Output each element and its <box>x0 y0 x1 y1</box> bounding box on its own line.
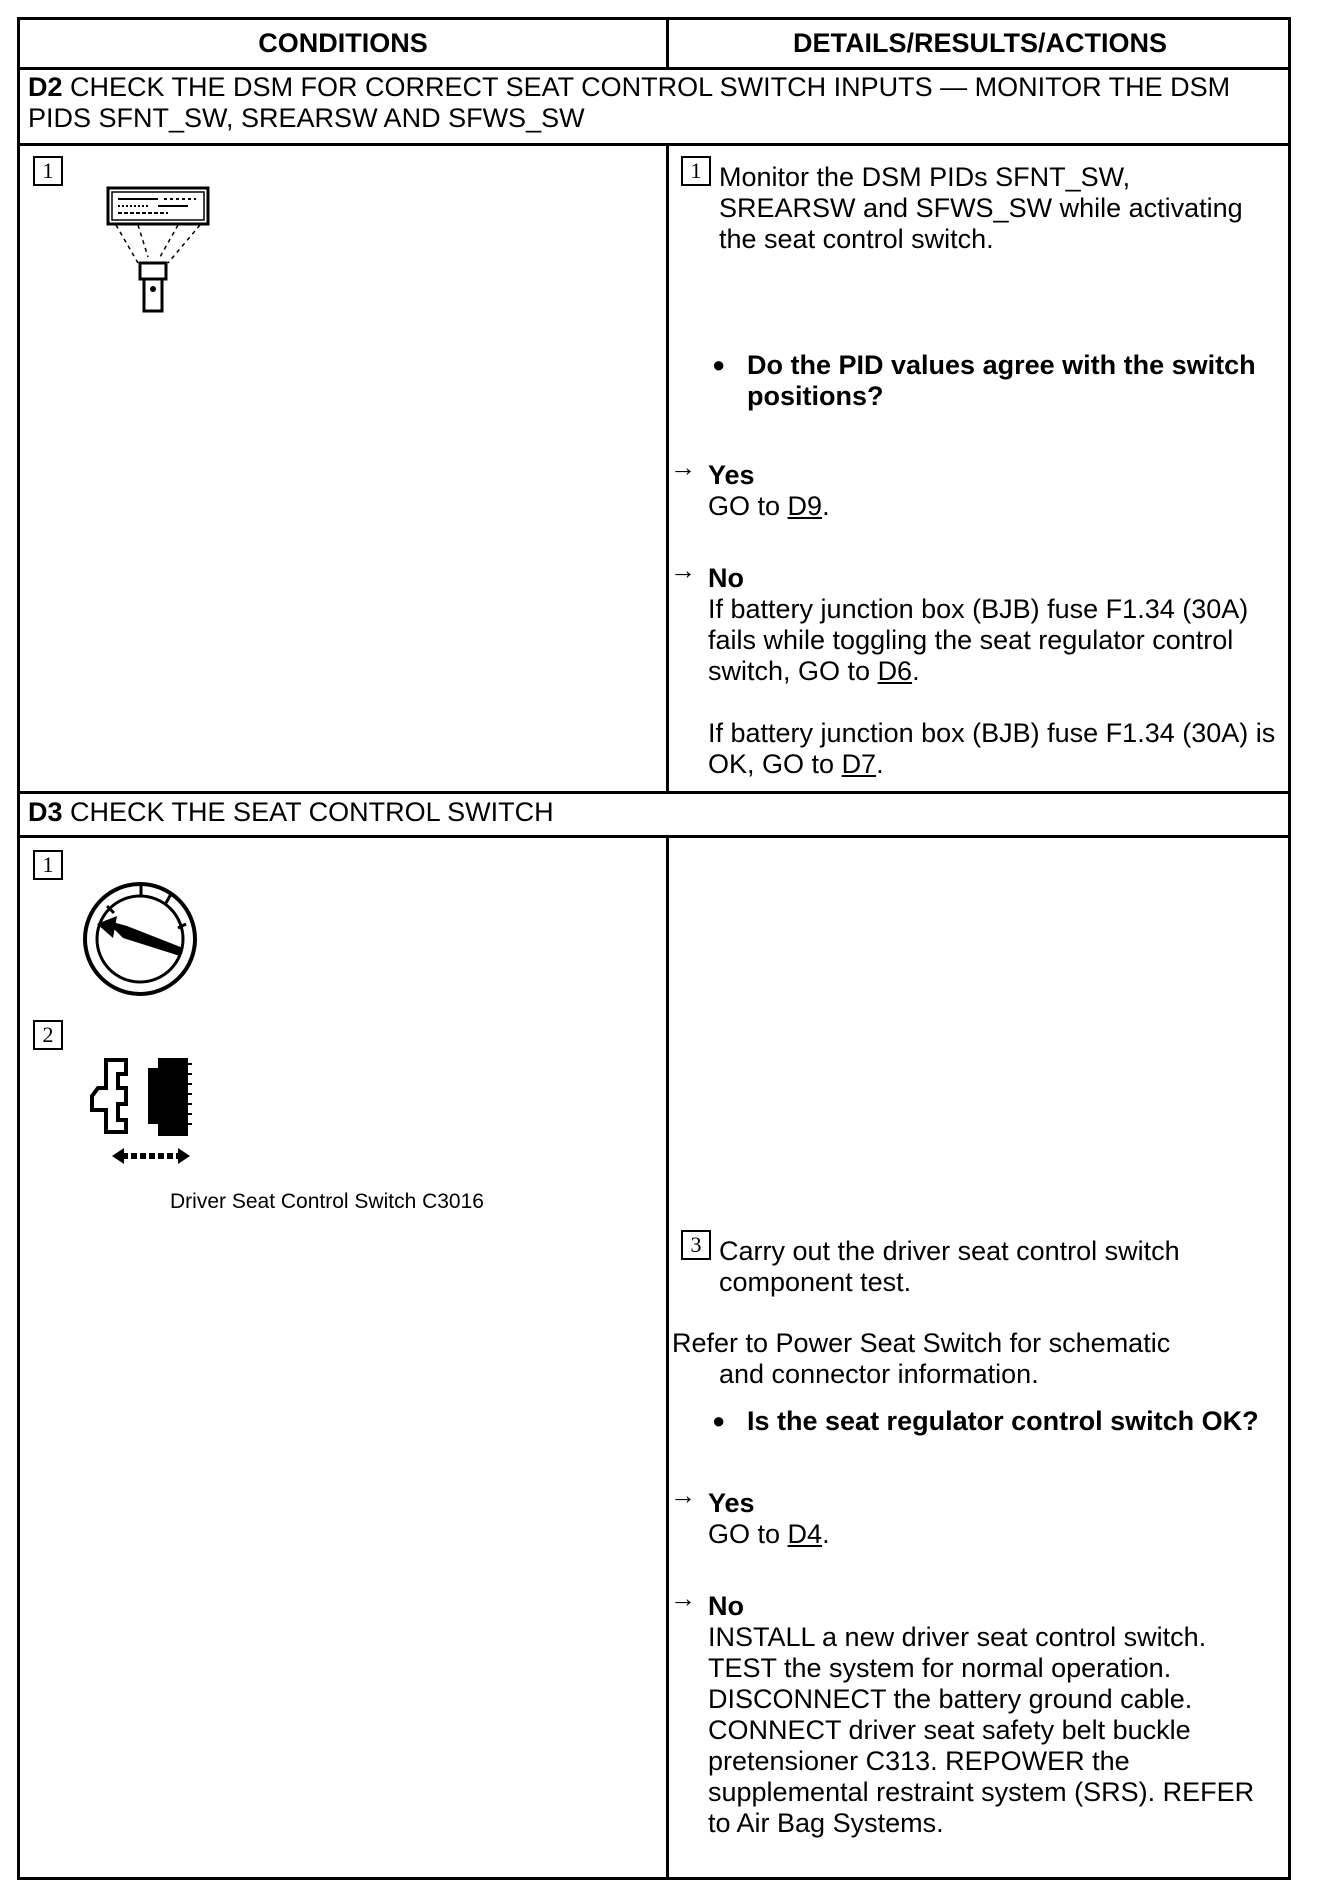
no-label: No <box>708 563 744 593</box>
bullet: ● <box>712 1408 726 1433</box>
step-d3-title <box>28 797 554 828</box>
action-text: OK, GO to <box>708 749 835 779</box>
no-action-line: TEST the system for normal operation. <box>708 1653 1172 1683</box>
yes-label: Yes <box>708 1488 755 1518</box>
instruction-line: Monitor the DSM PIDs SFNT_SW, <box>719 162 1131 192</box>
no-action-line: supplemental restraint system (SRS). REFER <box>708 1777 1255 1807</box>
ignition-off-icon <box>83 882 201 1000</box>
link-d7[interactable]: D7 <box>841 749 877 779</box>
link-d9[interactable]: D9 <box>787 491 823 521</box>
no-action-line: If battery junction box (BJB) fuse F1.34 (30A) is <box>708 718 1276 748</box>
right-arrow-icon: → <box>670 1480 696 1510</box>
right-arrow-icon: → <box>670 452 696 482</box>
no-action-line: to Air Bag Systems. <box>708 1808 944 1838</box>
step-number-box: 3 <box>681 1230 711 1260</box>
refer-line: Refer to Power Seat Switch for schematic <box>672 1328 1171 1358</box>
divider <box>666 143 669 791</box>
step-id: D2 <box>28 72 63 102</box>
no-label: No <box>708 1591 744 1621</box>
instruction-line: SREARSW and SFWS_SW while activating <box>719 193 1243 223</box>
divider <box>20 835 1288 838</box>
step-number-box: 1 <box>33 156 63 186</box>
yes-action: GO to D9. <box>708 491 830 521</box>
no-action-line: If battery junction box (BJB) fuse F1.34 (30A) <box>708 594 1249 624</box>
diagnostic-table <box>17 17 1291 1880</box>
column-header-details: DETAILS/RESULTS/ACTIONS <box>792 28 1167 58</box>
no-action-line: CONNECT driver seat safety belt buckle <box>708 1715 1191 1745</box>
divider <box>20 67 1288 70</box>
divider <box>20 143 1288 146</box>
disconnect-connector-icon <box>82 1054 212 1174</box>
column-header-conditions: CONDITIONS <box>258 28 428 58</box>
step-title: CHECK THE SEAT CONTROL SWITCH <box>70 797 554 827</box>
no-action-line: DISCONNECT the battery ground cable. <box>708 1684 1193 1714</box>
step-d2-title-line2: PIDS SFNT_SW, SREARSW AND SFWS_SW <box>28 103 585 133</box>
step-title-line1: CHECK THE DSM FOR CORRECT SEAT CONTROL SWITCH INPUTS — MONITOR THE DSM <box>70 72 1231 102</box>
step-id: D3 <box>28 797 63 827</box>
no-action-line: pretensioner C313. REPOWER the <box>708 1746 1130 1776</box>
instruction-line: component test. <box>719 1267 912 1297</box>
scan-tool-icon <box>88 185 208 315</box>
question-line: Do the PID values agree with the switch <box>747 350 1256 380</box>
link-d4[interactable]: D4 <box>787 1519 823 1549</box>
step-number-box: 2 <box>33 1020 63 1050</box>
right-arrow-icon: → <box>670 555 696 585</box>
step-number-box: 1 <box>681 156 711 186</box>
no-action-line: OK, GO to D7. <box>708 749 884 779</box>
step-d2-title <box>28 72 1230 103</box>
step-number-box: 1 <box>33 850 63 880</box>
link-d6[interactable]: D6 <box>877 656 913 686</box>
yes-action: GO to D4. <box>708 1519 830 1549</box>
action-text: GO to <box>708 1519 781 1549</box>
action-text: switch, GO to <box>708 656 871 686</box>
question-line: positions? <box>747 381 884 411</box>
refer-line: and connector information. <box>719 1359 1039 1389</box>
instruction-line: the seat control switch. <box>719 224 994 254</box>
figure-caption: Driver Seat Control Switch C3016 <box>170 1190 484 1213</box>
divider <box>666 20 669 67</box>
yes-label: Yes <box>708 460 755 490</box>
bullet: ● <box>712 352 726 377</box>
question-line: Is the seat regulator control switch OK? <box>747 1406 1259 1436</box>
no-action-line: fails while toggling the seat regulator control <box>708 625 1234 655</box>
no-action-line: switch, GO to D6. <box>708 656 920 686</box>
instruction-line: Carry out the driver seat control switch <box>719 1236 1180 1266</box>
no-action-line: INSTALL a new driver seat control switch. <box>708 1622 1207 1652</box>
divider <box>20 791 1288 794</box>
divider <box>666 835 669 1880</box>
right-arrow-icon: → <box>670 1583 696 1613</box>
action-text: GO to <box>708 491 781 521</box>
